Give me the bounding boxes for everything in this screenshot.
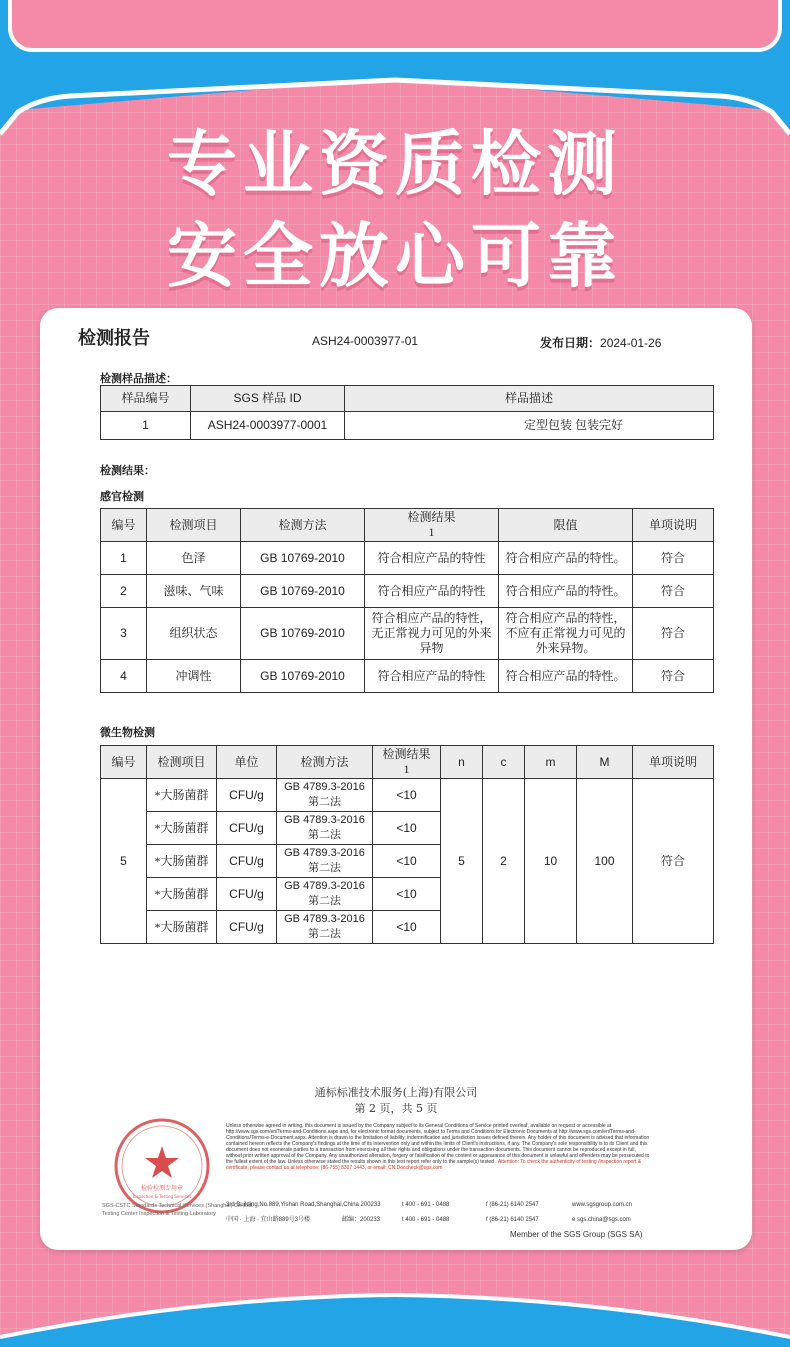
- footer-page: 第 2 页，共 5 页: [354, 1102, 438, 1115]
- micro-c: 2: [483, 779, 525, 944]
- stamp-side-text-2: Testing Center Inspection & Testing Laboratory: [102, 1211, 216, 1217]
- phone: t 400 - 691 - 0488: [402, 1202, 450, 1208]
- stamp-side-text-1: SGS-CSTC Standards Technical Services (Shanghai) Co.,Ltd.: [102, 1203, 254, 1209]
- micro-item: *大肠菌群: [147, 845, 217, 878]
- micro-method: GB 4789.3-2016 第二法: [277, 779, 373, 812]
- micro-header: 检测项目: [147, 746, 217, 779]
- authenticity-attention: Attention: To check the authenticity of testing /inspection report & certificate, please contact us at telephone: (86-755) 8307 1443, or email: CN.Doccheck@sgs.com: [226, 1159, 642, 1171]
- svg-text:检验检测专用章: 检验检测专用章: [140, 1185, 184, 1192]
- sensory-cell: 符合: [633, 608, 714, 660]
- micro-m: 10: [525, 779, 577, 944]
- sensory-cell: 符合相应产品的特性。: [499, 575, 633, 608]
- sensory-cell: 符合相应产品的特性。: [499, 542, 633, 575]
- bottom-wave-decoration: [0, 1287, 790, 1347]
- micro-unit: CFU/g: [217, 911, 277, 944]
- sensory-cell: 符合相应产品的特性，不应有正常视力可见的外来异物。: [499, 608, 633, 660]
- sensory-cell: 3: [101, 608, 147, 660]
- micro-header: m: [525, 746, 577, 779]
- sensory-cell: 符合相应产品的特性，无正常视力可见的外来异物: [365, 608, 499, 660]
- micro-result: <10: [373, 845, 441, 878]
- address-english-row: [226, 1202, 632, 1208]
- sensory-cell: 4: [101, 660, 147, 693]
- micro-header: 检测方法: [277, 746, 373, 779]
- sample-cell: 1: [101, 412, 191, 440]
- sensory-cell: 符合相应产品的特性。: [499, 660, 633, 693]
- sensory-cell: 冲调性: [147, 660, 241, 693]
- micro-header: n: [441, 746, 483, 779]
- micro-header: 单位: [217, 746, 277, 779]
- results-label: 检测结果：: [100, 464, 155, 477]
- report-date: [540, 334, 661, 351]
- terms-fine-print: [226, 1123, 650, 1171]
- sensory-cell: 符合相应产品的特性: [365, 660, 499, 693]
- sample-table: [100, 385, 714, 440]
- micro-unit: CFU/g: [217, 845, 277, 878]
- micro-item: *大肠菌群: [147, 779, 217, 812]
- sensory-header: 检测结果 1: [365, 509, 499, 542]
- micro-header: M: [577, 746, 633, 779]
- micro-id: 5: [101, 779, 147, 944]
- phone: t 400 - 691 - 0488: [402, 1217, 450, 1223]
- sensory-cell: GB 10769-2010: [241, 575, 365, 608]
- address-en: 3rd Building,No.889,Yishan Road,Shanghai,China 200233: [226, 1202, 381, 1208]
- micro-M: 100: [577, 779, 633, 944]
- micro-result: <10: [373, 779, 441, 812]
- website: www.sgsgroup.com.cn: [572, 1202, 633, 1208]
- sensory-cell: 符合: [633, 660, 714, 693]
- sensory-cell: 符合相应产品的特性: [365, 542, 499, 575]
- test-report-document: [40, 308, 752, 1250]
- sensory-cell: 1: [101, 542, 147, 575]
- company-seal: [112, 1116, 212, 1216]
- report-title: 检测报告: [78, 328, 150, 349]
- micro-unit: CFU/g: [217, 812, 277, 845]
- micro-method: GB 4789.3-2016 第二法: [277, 911, 373, 944]
- micro-section-label: 微生物检测: [100, 726, 155, 739]
- sensory-cell: GB 10769-2010: [241, 660, 365, 693]
- headline-line1: 专业资质检测: [167, 123, 623, 205]
- micro-unit: CFU/g: [217, 878, 277, 911]
- sample-header: 样品编号: [101, 386, 191, 412]
- email: e sgs.china@sgs.com: [572, 1217, 631, 1223]
- date-value: 2024-01-26: [600, 336, 662, 350]
- sensory-cell: 符合相应产品的特性: [365, 575, 499, 608]
- sensory-cell: 滋味、气味: [147, 575, 241, 608]
- sample-cell: ASH24-0003977-0001: [191, 412, 345, 440]
- micro-verdict: 符合: [633, 779, 714, 944]
- micro-n: 5: [441, 779, 483, 944]
- fax: f (86-21) 6140 2547: [486, 1217, 539, 1223]
- address-cn: 中国 · 上海 · 宜山路889号3号楼: [226, 1217, 311, 1223]
- sensory-cell: 组织状态: [147, 608, 241, 660]
- micro-header: 编号: [101, 746, 147, 779]
- svg-text:Inspection & Testing Services: Inspection & Testing Services: [132, 1194, 192, 1199]
- micro-result: <10: [373, 911, 441, 944]
- sgs-member-text: Member of the SGS Group (SGS SA): [510, 1230, 643, 1239]
- micro-method: GB 4789.3-2016 第二法: [277, 878, 373, 911]
- postcode: 邮编：200233: [342, 1217, 381, 1223]
- sensory-header: 检测项目: [147, 509, 241, 542]
- sensory-cell: 符合: [633, 575, 714, 608]
- micro-table: [100, 745, 714, 944]
- terms-text: Unless otherwise agreed in writing, this document is issued by the Company subject to its General Conditions of Service printed overleaf, available on request or accessible at http://www.sgs.com/en/Terms-and-Conditions.aspx and, for electronic format documents, subject to Terms and Conditions for Electronic Documents at http://www.sgs.com/en/Terms-and-Conditions/Terms-e-Document.aspx. Attention is drawn to the limitation of liability, indemnification and jurisdiction issues defined therein. Any holder of this document is advised that information contained hereon reflects the Company's findings at the time of its intervention only and within the limits of Client's instructions, if any. The Company's sole responsibility is to its Client and this document does not exonerate parties to a transaction from exercising all their rights and obligations under the transaction documents. This document cannot be reproduced except in full, without prior written approval of the Company. Any unauthorized alteration, forgery or falsification of the content or appearance of this document is unlawful and offenders may be prosecuted to the fullest extent of the law. Unless otherwise stated the results shown in this test report refer only to the sample(s) tested .: [226, 1123, 650, 1165]
- micro-result: <10: [373, 878, 441, 911]
- sample-header: 样品描述: [345, 386, 714, 412]
- micro-item: *大肠菌群: [147, 911, 217, 944]
- sensory-cell: 色泽: [147, 542, 241, 575]
- sensory-section-label: 感官检测: [100, 490, 144, 503]
- headline-line2: 安全放心可靠: [167, 215, 623, 297]
- sensory-header: 检测方法: [241, 509, 365, 542]
- sample-header: SGS 样品 ID: [191, 386, 345, 412]
- address-chinese-row: [226, 1214, 631, 1223]
- micro-item: *大肠菌群: [147, 812, 217, 845]
- micro-header: 单项说明: [633, 746, 714, 779]
- sensory-table: [100, 508, 714, 693]
- sensory-cell: GB 10769-2010: [241, 608, 365, 660]
- micro-unit: CFU/g: [217, 779, 277, 812]
- report-number: ASH24-0003977-01: [312, 334, 419, 348]
- sensory-header: 单项说明: [633, 509, 714, 542]
- sensory-header: 限值: [499, 509, 633, 542]
- sensory-cell: 2: [101, 575, 147, 608]
- micro-item: *大肠菌群: [147, 878, 217, 911]
- sensory-header: 编号: [101, 509, 147, 542]
- date-label: 发布日期：: [540, 336, 601, 350]
- micro-header: 检测结果 1: [373, 746, 441, 779]
- micro-result: <10: [373, 812, 441, 845]
- footer-company: 通标标准技术服务(上海)有限公司: [314, 1086, 478, 1099]
- micro-header: c: [483, 746, 525, 779]
- fax: f (86-21) 6140 2547: [486, 1202, 539, 1208]
- sensory-cell: 符合: [633, 542, 714, 575]
- micro-method: GB 4789.3-2016 第二法: [277, 845, 373, 878]
- sample-section-label: 检测样品描述：: [100, 372, 177, 385]
- sample-cell: 定型包装 包装完好: [345, 412, 714, 440]
- sensory-cell: GB 10769-2010: [241, 542, 365, 575]
- micro-method: GB 4789.3-2016 第二法: [277, 812, 373, 845]
